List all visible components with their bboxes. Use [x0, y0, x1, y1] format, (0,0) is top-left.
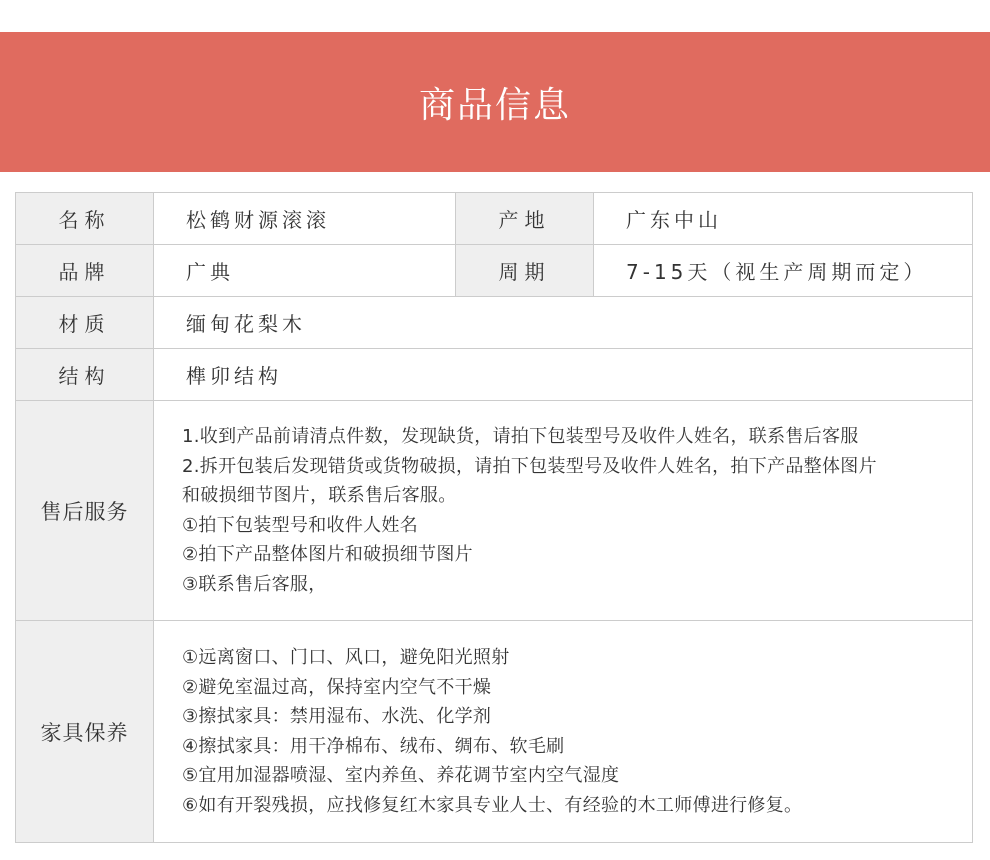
period-value: 7-15天（视生产周期而定） [594, 245, 972, 296]
structure-label: 结构 [16, 349, 154, 400]
product-info-table [15, 192, 973, 843]
service-line: 和破损细节图片，联系售后客服。 [182, 485, 457, 506]
origin-label: 产地 [456, 193, 594, 244]
table-row [16, 349, 972, 401]
care-text [154, 621, 972, 842]
service-line: 2.拆开包装后发现错货或货物破损，请拍下包装型号及收件人姓名，拍下产品整体图片 [182, 455, 877, 477]
service-label: 售后服务 [16, 401, 154, 620]
care-line: ⑥如有开裂残损，应找修复红木家具专业人士、有经验的木工师傅进行修复。 [182, 794, 803, 816]
care-line: ④擦拭家具：用干净棉布、绒布、绸布、软毛刷 [182, 735, 565, 757]
service-line: 1.收到产品前请清点件数，发现缺货，请拍下包装型号及收件人姓名，联系售后客服 [182, 426, 859, 447]
service-text [154, 401, 972, 620]
name-value: 松鹤财源滚滚 [154, 193, 456, 244]
care-line: ③擦拭家具：禁用湿布、水洗、化学剂 [182, 706, 492, 727]
page-title: 商品信息 [418, 84, 571, 126]
care-line: ⑤宜用加湿器喷湿、室内养鱼、养花调节室内空气湿度 [182, 765, 620, 786]
table-row [16, 245, 972, 297]
brand-value: 广典 [154, 245, 456, 296]
service-line: ②拍下产品整体图片和破损细节图片 [182, 544, 473, 565]
table-row [16, 193, 972, 245]
service-line: ③联系售后客服， [182, 573, 327, 595]
care-line: ②避免室温过高，保持室内空气不干燥 [182, 676, 492, 698]
material-value: 缅甸花梨木 [154, 297, 972, 348]
table-row [16, 621, 972, 842]
structure-value: 榫卯结构 [154, 349, 972, 400]
table-row [16, 297, 972, 349]
origin-value: 广东中山 [594, 193, 972, 244]
care-label: 家具保养 [16, 621, 154, 842]
period-label: 周期 [456, 245, 594, 296]
care-line: ①远离窗口、门口、风口，避免阳光照射 [182, 647, 510, 668]
brand-label: 品牌 [16, 245, 154, 296]
service-line: ①拍下包装型号和收件人姓名 [182, 514, 419, 536]
table-row [16, 401, 972, 621]
name-label: 名称 [16, 193, 154, 244]
header-banner [0, 32, 990, 172]
material-label: 材质 [16, 297, 154, 348]
